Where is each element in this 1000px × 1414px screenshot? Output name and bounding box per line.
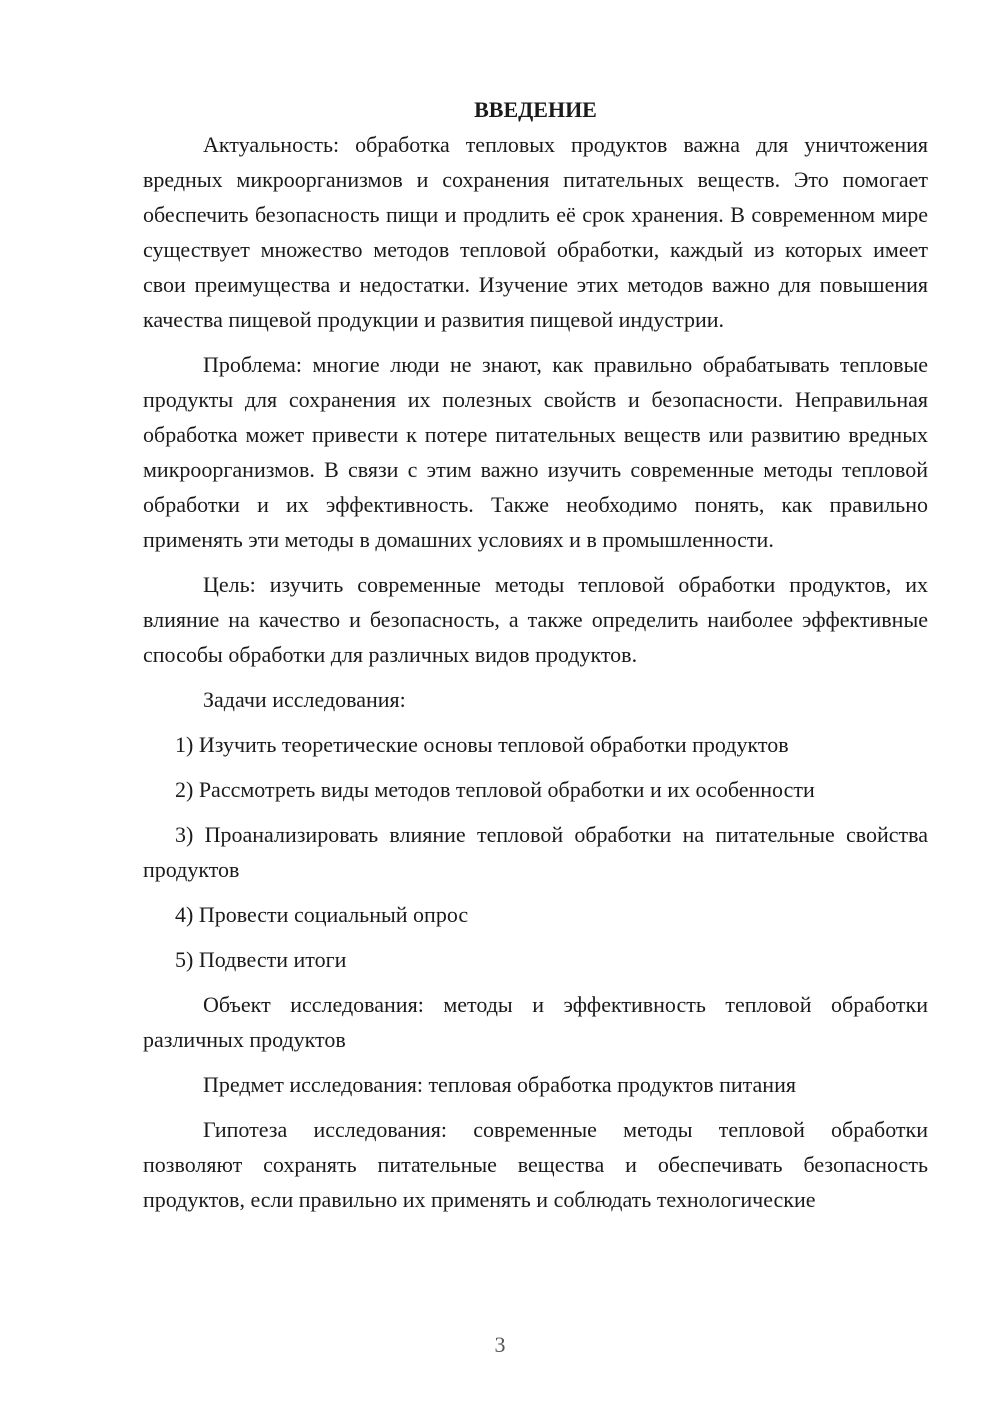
task-item-2: 2) Рассмотреть виды методов тепловой обработки и их особенности	[175, 777, 815, 802]
paragraph-relevance: Актуальность: обработка тепловых продуктов важна для уничтожения вредных микроорганизмов и сохранения питательных веществ. Это помогает обеспечить безопасность пищи и продлить её срок хранения. В современном мире существует множество методов тепловой обработки, каждый из которых имеет свои преимущества и недостатки. Изучение этих методов важно для повышения качества пищевой продукции и развития пищевой индустрии.	[143, 132, 928, 332]
task-item-4: 4) Провести социальный опрос	[175, 902, 469, 927]
paragraph-object: Объект исследования: методы и эффективность тепловой обработки различных продуктов	[143, 992, 928, 1052]
paragraph-problem: Проблема: многие люди не знают, как правильно обрабатывать тепловые продукты для сохранения их полезных свойств и безопасности. Неправильная обработка может привести к потере питательных веществ или развитию вредных микроорганизмов. В связи с этим важно изучить современные методы тепловой обработки и их эффективность. Также необходимо понять, как правильно применять эти методы в домашних условиях и в промышленности.	[143, 352, 928, 552]
task-item-3: 3) Проанализировать влияние тепловой обработки на питательные свойства продуктов	[143, 822, 928, 882]
paragraph-tasks-heading: Задачи исследования:	[203, 687, 406, 712]
paragraph-hypothesis: Гипотеза исследования: современные методы тепловой обработки позволяют сохранять питательные вещества и обеспечивать безопасность продуктов, если правильно их применять и соблюдать технологические	[143, 1117, 928, 1212]
section-title: ВВЕДЕНИЕ	[474, 97, 597, 122]
page-content	[143, 92, 928, 1227]
paragraph-goal: Цель: изучить современные методы тепловой обработки продуктов, их влияние на качество и безопасность, а также определить наиболее эффективные способы обработки для различных видов продуктов.	[143, 572, 928, 667]
task-item-1: 1) Изучить теоретические основы тепловой обработки продуктов	[175, 732, 789, 757]
paragraph-subject: Предмет исследования: тепловая обработка продуктов питания	[203, 1072, 796, 1097]
page-number: 3	[494, 1332, 506, 1357]
task-item-5: 5) Подвести итоги	[175, 947, 347, 972]
